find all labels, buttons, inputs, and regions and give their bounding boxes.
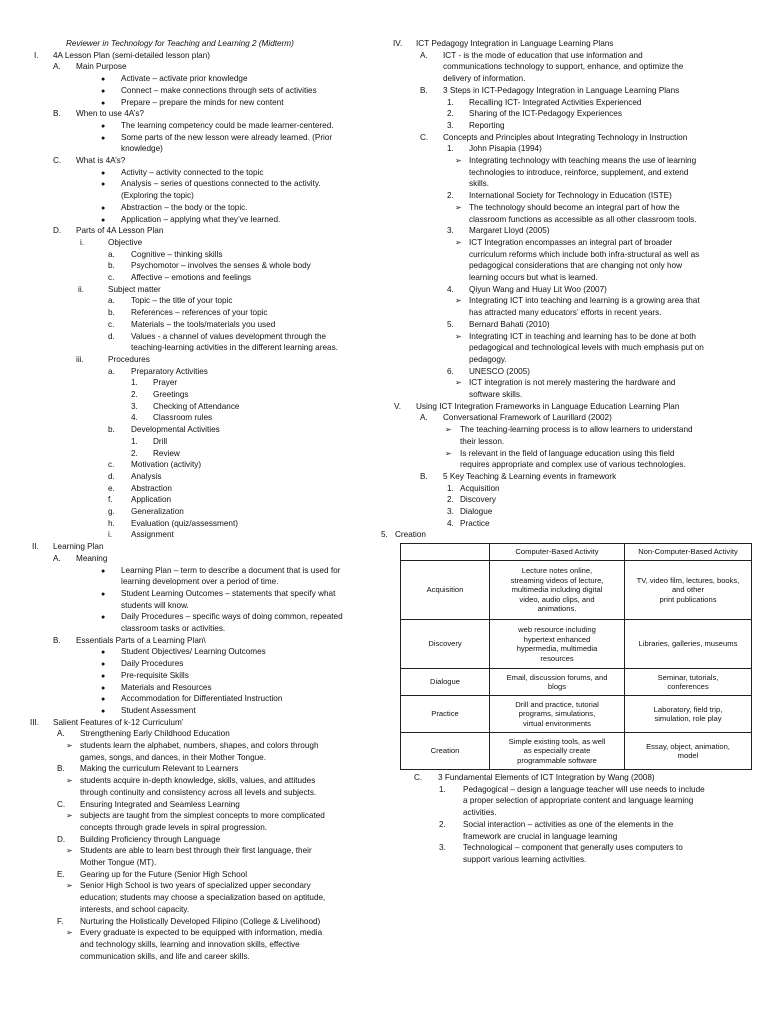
- table-header-cell: Computer-Based Activity: [490, 544, 625, 561]
- item-text: Acquisition: [460, 483, 500, 493]
- item-text: skills.: [469, 179, 490, 189]
- item-marker: 4.: [447, 284, 454, 294]
- subsection-heading: 3 Fundamental Elements of ICT Integration by Wang (2008): [438, 773, 655, 782]
- item-marker: 2.: [447, 191, 454, 201]
- bullet-icon: ●: [101, 122, 106, 130]
- item-text: ICT - is the mode of education that use information and: [443, 50, 643, 60]
- section-marker: V.: [394, 401, 401, 411]
- roman-marker: iii.: [76, 354, 84, 364]
- bullet-item-continued: knowledge): [121, 144, 163, 154]
- item-text: support various learning activities.: [463, 854, 587, 864]
- bullet-icon: ●: [101, 590, 106, 598]
- item-text: subjects are taught from the simplest concepts to more complicated: [80, 811, 325, 821]
- bullet-item-continued: (Exploring the topic): [121, 191, 194, 201]
- arrow-bullet-icon: ➢: [445, 425, 452, 435]
- item-text: ICT integration is not merely mastering the hardware and: [469, 378, 676, 388]
- document-title: Reviewer in Technology for Teaching and Learning 2 (Midterm): [66, 39, 294, 48]
- item-text: Greetings: [153, 390, 189, 399]
- item-text: Drill: [153, 436, 168, 446]
- subsection-marker: C.: [53, 156, 62, 165]
- table-header-cell: Non-Computer-Based Activity: [625, 544, 752, 561]
- item-text: interests, and school capacity.: [80, 904, 190, 914]
- arrow-bullet-icon: ➢: [455, 202, 462, 212]
- item-marker: a.: [108, 296, 115, 306]
- item-text: Is relevant in the field of language education using this field: [460, 448, 675, 458]
- item-text: Creation: [395, 530, 426, 540]
- item-marker: a.: [108, 366, 115, 376]
- item-marker: 3.: [447, 226, 454, 236]
- item-marker: E.: [57, 869, 65, 879]
- item-text: Evaluation (quiz/assessment): [131, 518, 238, 528]
- subsection-heading: Parts of 4A Lesson Plan: [76, 226, 164, 236]
- bullet-icon: ●: [101, 567, 106, 575]
- table-row-label: Dialogue: [401, 669, 490, 696]
- bullet-item: The learning competency could be made learner-centered.: [121, 120, 334, 130]
- table-cell: Lecture notes online, streaming videos of lecture, multimedia including digital video, audio clips, and animations.: [490, 561, 625, 620]
- item-marker: 1.: [447, 483, 454, 493]
- item-marker: b.: [108, 261, 115, 271]
- item-text: Assignment: [131, 530, 174, 540]
- item-marker: C.: [57, 799, 66, 809]
- item-heading: Strengthening Early Childhood Education: [80, 729, 230, 739]
- item-text: Discovery: [460, 495, 496, 505]
- arrow-bullet-icon: ➢: [455, 296, 462, 306]
- item-text: their lesson.: [460, 436, 505, 446]
- arrow-bullet-icon: ➢: [66, 741, 73, 750]
- section-heading: ICT Pedagogy Integration in Language Learning Plans: [416, 39, 614, 48]
- item-marker: 5.: [447, 319, 454, 329]
- item-text: Values - a channel of values development through the: [131, 331, 327, 341]
- bullet-icon: ●: [101, 649, 106, 657]
- bullet-item: Learning Plan – term to describe a document that is used for: [121, 565, 341, 575]
- item-marker: 4.: [131, 413, 138, 423]
- item-text: Analysis: [131, 471, 162, 481]
- bullet-icon: ●: [101, 181, 106, 189]
- item-text: Classroom rules: [153, 413, 213, 423]
- arrow-bullet-icon: ➢: [455, 156, 462, 165]
- roman-heading: Objective: [108, 237, 143, 247]
- arrow-bullet-icon: ➢: [66, 928, 73, 938]
- bullet-item: Connect – make connections through sets of activities: [121, 85, 317, 95]
- item-text: students acquire in-depth knowledge, skills, values, and attitudes: [80, 776, 316, 786]
- item-marker: 2.: [439, 819, 446, 829]
- item-text: students learn the alphabet, numbers, shapes, and colors through: [80, 741, 319, 750]
- item-text: Affective – emotions and feelings: [131, 273, 252, 282]
- item-marker: 5.: [381, 530, 388, 540]
- bullet-item: Accommodation for Differentiated Instruction: [121, 694, 283, 704]
- item-text: Integrating technology with teaching means the use of learning: [469, 156, 697, 165]
- bullet-icon: ●: [101, 169, 106, 177]
- item-text: classroom functions as accessible as all other classroom tools.: [469, 214, 697, 224]
- table-cell: Drill and practice, tutorial programs, simulations, virtual environments: [490, 696, 625, 733]
- subsection-heading: What is 4A’s?: [76, 156, 126, 165]
- item-text: software skills.: [469, 390, 523, 399]
- arrow-bullet-icon: ➢: [66, 881, 73, 891]
- item-text: The technology should become an integral part of how the: [469, 202, 680, 212]
- arrow-bullet-icon: ➢: [455, 331, 462, 341]
- bullet-item: Activate – activate prior knowledge: [121, 74, 248, 84]
- table-row: [401, 696, 752, 733]
- bullet-item: Analysis – series of questions connected to the activity.: [121, 179, 321, 189]
- item-text: Every graduate is expected to be equipped with information, media: [80, 928, 323, 938]
- item-text: Generalization: [131, 507, 184, 516]
- table-row-label: Creation: [401, 733, 490, 770]
- item-text: Cognitive – thinking skills: [131, 249, 223, 259]
- item-text: Preparatory Activities: [131, 366, 208, 376]
- table-cell: Seminar, tutorials, conferences: [625, 669, 752, 696]
- bullet-icon: ●: [101, 76, 106, 84]
- table-header-row: [401, 544, 752, 561]
- table-row-label: Practice: [401, 696, 490, 733]
- item-text: Motivation (activity): [131, 460, 202, 470]
- section-heading: 4A Lesson Plan (semi-detailed lesson plan): [53, 50, 211, 60]
- item-heading: Gearing up for the Future (Senior High School: [80, 869, 248, 879]
- item-marker: 3.: [447, 120, 454, 130]
- events-table: [400, 543, 752, 770]
- item-marker: A.: [57, 729, 65, 739]
- subsection-marker: A.: [420, 413, 428, 423]
- item-marker: 1.: [447, 97, 454, 107]
- bullet-icon: ●: [101, 204, 106, 212]
- bullet-icon: ●: [101, 672, 106, 680]
- item-text: a proper selection of appropriate content and language learning: [463, 796, 694, 806]
- subsection-heading: Essentials Parts of a Learning Plan\: [76, 635, 206, 645]
- item-marker: 2.: [447, 109, 454, 119]
- table-row: [401, 669, 752, 696]
- subsection-marker: C.: [420, 132, 429, 142]
- subsection-marker: A.: [420, 50, 428, 60]
- item-text: ICT Integration encompasses an integral part of broader: [469, 237, 673, 247]
- subsection-heading: 3 Steps in ICT-Pedagogy Integration in Language Learning Plans: [443, 85, 680, 95]
- section-heading: Learning Plan: [53, 542, 104, 552]
- subsection-heading: 5 Key Teaching & Learning events in framework: [443, 471, 617, 481]
- item-marker: e.: [108, 483, 115, 493]
- item-text: technologies to introduce, reinforce, supplement, and extend: [469, 167, 689, 177]
- arrow-bullet-icon: ➢: [66, 811, 73, 821]
- item-heading: UNESCO (2005): [469, 366, 530, 376]
- bullet-item: Activity – activity connected to the topic: [121, 167, 264, 177]
- item-text: Application: [131, 495, 172, 505]
- table-cell: Email, discussion forums, and blogs: [490, 669, 625, 696]
- item-text: Materials – the tools/materials you used: [131, 319, 276, 329]
- bullet-item: learning development over a period of time.: [121, 577, 279, 587]
- bullet-icon: ●: [101, 134, 106, 142]
- section-marker: III.: [30, 717, 40, 727]
- table-row-label: Discovery: [401, 620, 490, 669]
- item-text: The teaching-learning process is to allow learners to understand: [460, 425, 693, 435]
- subsection-marker: B.: [53, 109, 61, 119]
- item-marker: 2.: [131, 390, 138, 399]
- bullet-item: Abstraction – the body or the topic.: [121, 202, 248, 212]
- item-text: has attracted many educators’ efforts in recent years.: [469, 308, 662, 318]
- subsection-heading: Concepts and Principles about Integrating Technology in Instruction: [443, 132, 688, 142]
- item-marker: D.: [57, 834, 66, 844]
- roman-heading: Procedures: [108, 354, 150, 364]
- item-text: education; students may choose a specialization based on aptitude,: [80, 893, 326, 903]
- subsection-marker: A.: [53, 553, 61, 563]
- item-heading: Nurturing the Holistically Developed Filipino (College & Livelihood): [80, 916, 321, 926]
- item-text: Integrating ICT in teaching and learning has to be done at both: [469, 331, 696, 341]
- item-text: Review: [153, 448, 180, 458]
- bullet-item: Daily Procedures: [121, 659, 184, 669]
- bullet-icon: ●: [101, 707, 106, 715]
- section-heading: Using ICT Integration Frameworks in Language Education Learning Plan: [416, 401, 680, 411]
- item-marker: i.: [108, 530, 113, 540]
- subsection-heading: Main Purpose: [76, 62, 127, 72]
- item-text: through continuity and consistency across all levels and subjects.: [80, 787, 317, 797]
- subsection-marker: B.: [420, 471, 428, 481]
- item-text: curriculum reforms which include both infra-structural as well as: [469, 249, 700, 259]
- item-marker: 2.: [131, 448, 138, 458]
- item-marker: 4.: [447, 518, 454, 528]
- bullet-item: Application – applying what they’ve learned.: [121, 214, 281, 224]
- item-text: Technological – component that generally uses computers to: [463, 843, 683, 853]
- item-text: and technology skills, learning and innovation skills, effective: [80, 939, 300, 949]
- item-marker: c.: [108, 273, 115, 282]
- arrow-bullet-icon: ➢: [455, 237, 462, 247]
- item-marker: 3.: [447, 507, 454, 516]
- section-marker: I.: [34, 50, 39, 60]
- bullet-item: Student Assessment: [121, 705, 196, 715]
- item-marker: 1.: [131, 378, 138, 388]
- section-marker: II.: [32, 542, 39, 552]
- item-heading: Bernard Bahati (2010): [469, 319, 550, 329]
- item-text: concepts through grade levels in spiral progression.: [80, 822, 268, 832]
- item-marker: f.: [108, 495, 113, 505]
- item-marker: b.: [108, 425, 115, 435]
- item-text: framework are crucial in language learning: [463, 831, 618, 841]
- bullet-item: Pre-requisite Skills: [121, 670, 189, 680]
- bullet-item: Materials and Resources: [121, 682, 212, 692]
- table-cell: Essay, object, animation, model: [625, 733, 752, 770]
- subsection-marker: A.: [53, 62, 61, 72]
- bullet-item: Prepare – prepare the minds for new content: [121, 97, 284, 107]
- bullet-item: Student Objectives/ Learning Outcomes: [121, 647, 266, 657]
- table-cell: Libraries, galleries, museums: [625, 620, 752, 669]
- roman-heading: Subject matter: [108, 284, 161, 294]
- item-text: games, songs, and dances, in their Mother Tongue.: [80, 752, 267, 762]
- item-marker: h.: [108, 518, 115, 528]
- bullet-item: Student Learning Outcomes – statements that specify what: [121, 588, 336, 598]
- table-cell: Simple existing tools, as well as especially create programmable software: [490, 733, 625, 770]
- item-text: Dialogue: [460, 507, 493, 516]
- table-cell: Laboratory, field trip, simulation, role play: [625, 696, 752, 733]
- item-text: Practice: [460, 518, 490, 528]
- table-row-label: Acquisition: [401, 561, 490, 620]
- bullet-icon: ●: [101, 661, 106, 669]
- item-heading: Margaret Lloyd (2005): [469, 226, 550, 236]
- item-text: teaching-learning activities in the different learning areas.: [131, 343, 338, 353]
- item-text: Psychomotor – involves the senses & whole body: [131, 261, 311, 271]
- bullet-icon: ●: [101, 216, 106, 224]
- bullet-icon: ●: [101, 99, 106, 107]
- item-marker: b.: [108, 308, 115, 318]
- item-marker: 3.: [439, 843, 446, 853]
- bullet-item: Some parts of the new lesson were already learned. (Prior: [121, 132, 333, 142]
- item-heading: Building Proficiency through Language: [80, 834, 221, 844]
- subsection-marker: B.: [420, 85, 428, 95]
- item-marker: 6.: [447, 366, 454, 376]
- item-heading: Making the curriculum Relevant to Learners: [80, 764, 239, 774]
- arrow-bullet-icon: ➢: [445, 448, 452, 458]
- bullet-icon: ●: [101, 614, 106, 622]
- item-text: Mother Tongue (MT).: [80, 858, 157, 867]
- item-heading: International Society for Technology in Education (ISTE): [469, 191, 672, 201]
- item-marker: c.: [108, 460, 115, 470]
- bullet-item: students will know.: [121, 600, 189, 610]
- item-text: Topic – the title of your topic: [131, 296, 233, 306]
- subsection-heading: When to use 4A’s?: [76, 109, 144, 119]
- item-marker: 1.: [447, 144, 454, 154]
- subsection-marker: C.: [414, 773, 423, 782]
- bullet-icon: ●: [101, 87, 106, 95]
- item-text: Students are able to learn best through their first language, their: [80, 846, 312, 856]
- item-marker: c.: [108, 319, 115, 329]
- item-heading: John Pisapia (1994): [469, 144, 542, 154]
- roman-marker: i.: [80, 237, 85, 247]
- item-heading: Qiyun Wang and Huay Lit Woo (2007): [469, 284, 607, 294]
- item-text: delivery of information.: [443, 74, 526, 84]
- roman-marker: ii.: [78, 284, 84, 294]
- item-text: Pedagogical – design a language teacher will use needs to include: [463, 784, 705, 794]
- bullet-item: Daily Procedures – specific ways of doing common, repeated: [121, 612, 343, 622]
- item-marker: d.: [108, 331, 115, 341]
- item-marker: a.: [108, 249, 115, 259]
- item-text: pedagogical considerations that are changing not only how: [469, 261, 683, 271]
- table-cell: web resource including hypertext enhanced hypermedia, multimedia resources: [490, 620, 625, 669]
- item-text: References – references of your topic: [131, 308, 268, 318]
- arrow-bullet-icon: ➢: [455, 378, 462, 388]
- item-text: Recalling ICT- Integrated Activities Experienced: [469, 97, 642, 107]
- table-header-cell: [401, 544, 490, 561]
- item-text: requires appropriate and complex use of various technologies.: [460, 460, 686, 470]
- table-row: [401, 620, 752, 669]
- item-text: Senior High School is two years of specialized upper secondary: [80, 881, 311, 891]
- item-text: Checking of Attendance: [153, 401, 240, 411]
- item-text: Reporting: [469, 120, 505, 130]
- item-marker: F.: [57, 916, 64, 926]
- item-marker: 1.: [131, 436, 138, 446]
- table-row: [401, 561, 752, 620]
- item-text: pedagogy.: [469, 354, 507, 364]
- item-text: Sharing of the ICT-Pedagogy Experiences: [469, 109, 622, 119]
- item-text: Developmental Activities: [131, 425, 220, 435]
- table-cell: TV, video film, lectures, books, and other print publications: [625, 561, 752, 620]
- subsection-marker: D.: [53, 226, 62, 236]
- item-text: activities.: [463, 808, 497, 818]
- section-heading: Salient Features of k-12 Curriculum’: [53, 717, 184, 727]
- bullet-item: classroom tasks or activities.: [121, 624, 226, 633]
- arrow-bullet-icon: ➢: [66, 846, 73, 856]
- item-marker: d.: [108, 471, 115, 481]
- section-marker: IV.: [393, 39, 403, 48]
- arrow-bullet-icon: ➢: [66, 776, 73, 786]
- item-marker: 1.: [439, 784, 446, 794]
- item-text: Abstraction: [131, 483, 172, 493]
- item-marker: g.: [108, 507, 115, 516]
- item-text: learning occurs but what is learned.: [469, 273, 598, 282]
- item-marker: B.: [57, 764, 65, 774]
- bullet-icon: ●: [101, 696, 106, 704]
- subsection-marker: B.: [53, 635, 61, 645]
- item-marker: 2.: [447, 495, 454, 505]
- item-marker: 3.: [131, 401, 138, 411]
- item-text: communication skills, and life and career skills.: [80, 951, 250, 961]
- item-text: communications technology to support, enhance, and optimize the: [443, 62, 684, 72]
- item-text: Social interaction – activities as one of the elements in the: [463, 819, 674, 829]
- item-text: pedagogical and technological levels with much emphasis put on: [469, 343, 704, 353]
- bullet-icon: ●: [101, 684, 106, 692]
- subsection-heading: Conversational Framework of Laurillard (2002): [443, 413, 612, 423]
- subsection-heading: Meaning: [76, 553, 108, 563]
- item-heading: Ensuring Integrated and Seamless Learning: [80, 799, 240, 809]
- item-text: Prayer: [153, 378, 178, 388]
- table-row: [401, 733, 752, 770]
- item-text: Integrating ICT into teaching and learning is a growing area that: [469, 296, 700, 306]
